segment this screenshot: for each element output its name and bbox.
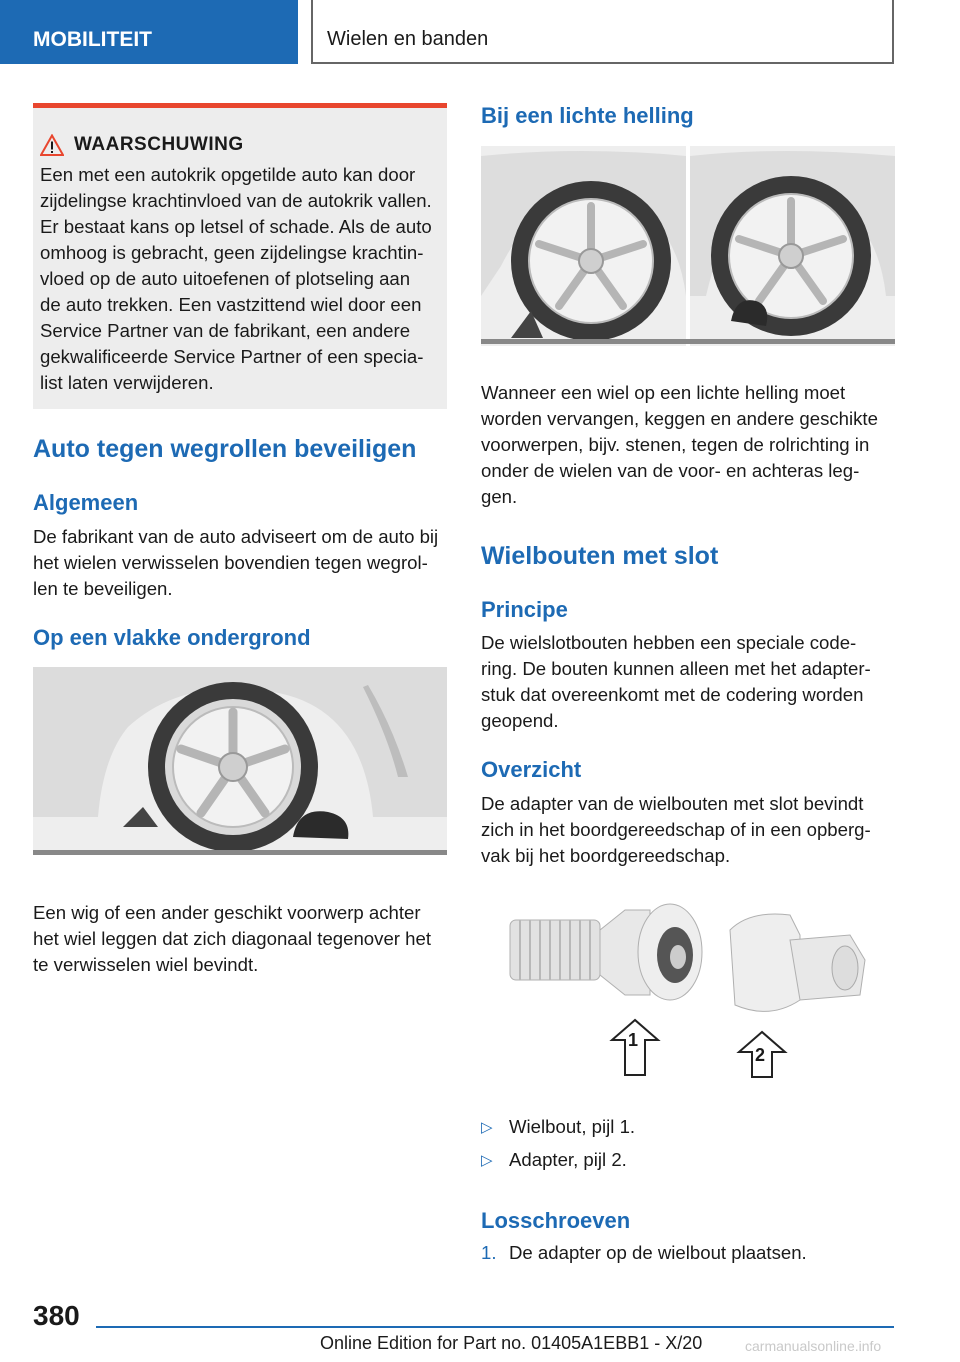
text-line: De wielslotbouten hebben een speciale code- [481,632,857,653]
bullet-text: Adapter, pijl 2. [509,1149,627,1170]
triangle-bullet-icon: ▷ [481,1152,493,1169]
step-item [481,1242,807,1264]
chapter-title: Wielen en banden [311,0,894,64]
wheel-bolt-drawing [510,904,702,1000]
text-line: stuk dat overeenkomt met de codering worden [481,684,864,705]
text-line: ring. De bouten kunnen alleen met het adapter- [481,658,871,679]
text-line: onder de wielen van de voor- en achteras leg- [481,460,860,481]
warning-line: Een met een autokrik opgetilde auto kan door [40,164,416,185]
text-line: Een wig of een ander geschikt voorwerp achter [33,902,421,923]
general-paragraph [33,524,453,602]
heading-flat-ground: Op een vlakke ondergrond [33,625,311,650]
warning-line: gekwalificeerde Service Partner of een specia- [40,346,424,367]
heading-slight-slope: Bij een lichte helling [481,103,694,128]
slope-illustration [481,146,895,346]
text-line: het wiel leggen dat zich diagonaal tegenover het [33,928,431,949]
heading-loosen: Losschroeven [481,1208,631,1233]
slope-paragraph [481,380,901,510]
warning-heading [40,134,437,156]
heading-locking-bolts: Wielbouten met slot [481,542,719,570]
warning-line: zijdelingse krachtinvloed van de autokrik vallen. [40,190,432,211]
text-line: het wielen verwisselen bovendien tegen wegrol- [33,552,428,573]
warning-text [40,162,437,396]
arrow-label-1: 1 [628,1030,639,1050]
wheel-wedge-image [33,667,447,855]
text-line: geopend. [481,710,559,731]
flat-ground-paragraph [33,900,453,978]
text-line: zich in het boordgereedschap of in een opberg- [481,819,871,840]
heading-overview: Overzicht [481,757,582,782]
step-text: De adapter op de wielbout plaatsen. [509,1242,807,1263]
list-item [481,1149,627,1171]
text-line: voorwerpen, bijv. stenen, tegen de rolrichting in [481,434,870,455]
warning-line: Service Partner van de fabrikant, een andere [40,320,411,341]
edition-text: Online Edition for Part no. 01405A1EBB1 - X/20 [320,1333,703,1353]
flat-ground-illustration [33,667,447,855]
heading-principle: Principe [481,597,568,622]
text-line: Wanneer een wiel op een lichte helling moet [481,382,846,403]
bolt-adapter-illustration [500,900,880,1080]
triangle-bullet-icon: ▷ [481,1119,493,1136]
step-number: 1. [481,1242,497,1263]
section-tab: MOBILITEIT [0,0,298,64]
text-line: len te beveiligen. [33,578,173,599]
warning-line: list laten verwijderen. [40,372,214,393]
adapter-drawing [730,914,865,1011]
warning-box [33,103,447,409]
principle-paragraph [481,630,901,734]
arrow-label-2: 2 [755,1045,766,1065]
text-line: vak bij het boordgereedschap. [481,845,731,866]
page-number: 380 [33,1300,80,1331]
warning-line: de auto trekken. Een vastzittend wiel door een [40,294,422,315]
bullet-text: Wielbout, pijl 1. [509,1116,636,1137]
overview-paragraph [481,791,901,869]
heading-general: Algemeen [33,490,139,515]
bolt-adapter-image [500,900,880,1080]
list-item [481,1116,635,1138]
text-line: worden vervangen, keggen en andere geschikte [481,408,878,429]
watermark: carmanualsonline.info [745,1338,882,1354]
warning-line: Er bestaat kans op letsel of schade. Als de auto [40,216,432,237]
text-line: te verwisselen wiel bevindt. [33,954,259,975]
warning-triangle-icon [40,134,64,156]
two-wheels-image [481,146,895,346]
heading-prevent-rolling: Auto tegen wegrollen beveiligen [33,435,417,463]
footer-divider [96,1326,894,1328]
warning-title: WAARSCHUWING [74,134,244,155]
text-line: De adapter van de wielbouten met slot bevindt [481,793,864,814]
warning-line: vloed op de auto uitoefenen of plotseling aan [40,268,411,289]
text-line: gen. [481,486,518,507]
warning-line: omhoog is gebracht, geen zijdelingse krachtin- [40,242,424,263]
text-line: De fabrikant van de auto adviseert om de auto bij [33,526,439,547]
